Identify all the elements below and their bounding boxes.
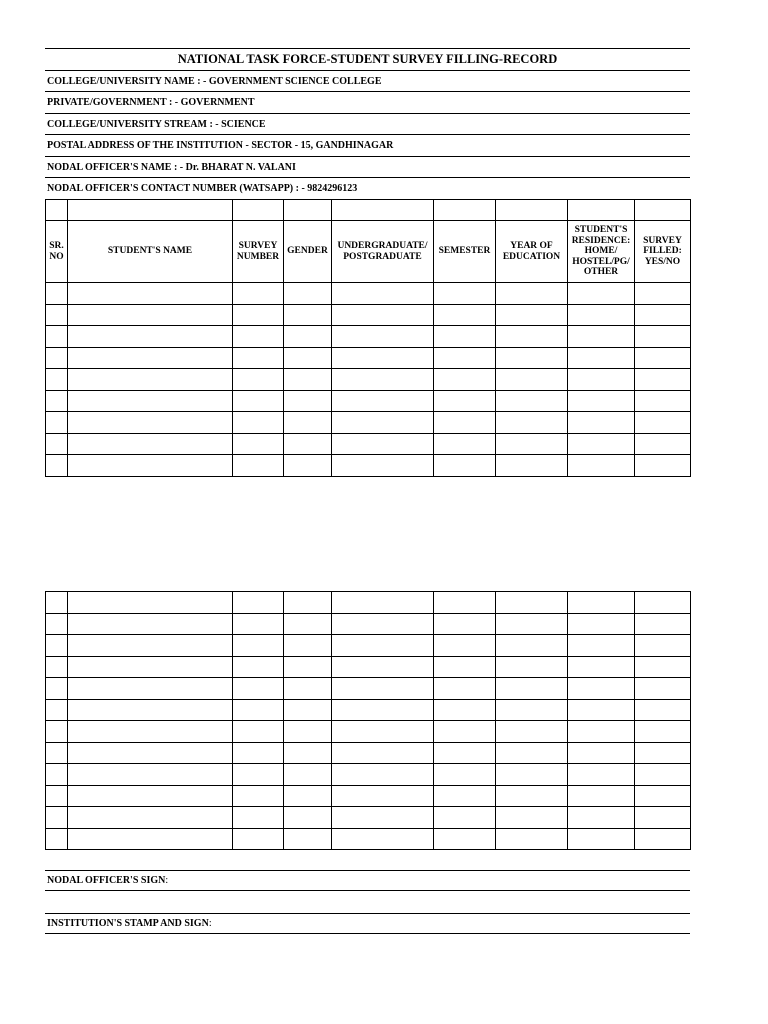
table-cell[interactable] xyxy=(46,326,68,348)
table-cell[interactable] xyxy=(68,678,233,700)
stream-row: COLLEGE/UNIVERSITY STREAM : - SCIENCE xyxy=(45,114,690,135)
table-cell[interactable] xyxy=(568,304,635,326)
table-cell[interactable] xyxy=(635,699,691,721)
institution-stamp-row: INSTITUTION'S STAMP AND SIGN : xyxy=(45,913,690,934)
table-cell[interactable] xyxy=(68,592,233,614)
table-cell[interactable] xyxy=(568,347,635,369)
table-cell[interactable] xyxy=(284,656,332,678)
table-cell[interactable] xyxy=(284,678,332,700)
table-cell[interactable] xyxy=(434,742,496,764)
table-cell[interactable] xyxy=(68,200,233,221)
table-cell[interactable] xyxy=(233,678,284,700)
table-cell[interactable] xyxy=(233,742,284,764)
table-cell[interactable] xyxy=(46,613,68,635)
table-cell[interactable] xyxy=(233,200,284,221)
table-cell[interactable] xyxy=(233,699,284,721)
table-cell[interactable] xyxy=(284,369,332,391)
table-cell[interactable] xyxy=(496,455,568,477)
table-cell[interactable] xyxy=(332,742,434,764)
table-cell[interactable] xyxy=(568,699,635,721)
table-cell[interactable] xyxy=(635,455,691,477)
table-row xyxy=(46,347,691,369)
table-cell[interactable] xyxy=(568,326,635,348)
table-cell[interactable] xyxy=(46,656,68,678)
table-cell[interactable] xyxy=(233,764,284,786)
table-cell[interactable] xyxy=(635,592,691,614)
table-cell[interactable] xyxy=(284,635,332,657)
table-cell[interactable] xyxy=(68,764,233,786)
table-cell[interactable] xyxy=(635,369,691,391)
table-cell[interactable] xyxy=(568,635,635,657)
table-cell[interactable] xyxy=(233,369,284,391)
table-cell[interactable] xyxy=(68,412,233,434)
table-cell[interactable] xyxy=(434,326,496,348)
table-cell[interactable] xyxy=(332,678,434,700)
table-cell[interactable] xyxy=(284,326,332,348)
table-cell[interactable] xyxy=(635,828,691,850)
table-cell[interactable] xyxy=(284,828,332,850)
table-cell[interactable] xyxy=(635,785,691,807)
column-header: SEMESTER xyxy=(434,221,496,283)
table-cell[interactable] xyxy=(46,807,68,829)
table-cell[interactable] xyxy=(68,699,233,721)
table-cell[interactable] xyxy=(635,412,691,434)
table-row xyxy=(46,764,691,786)
nodal-officer-row: NODAL OFFICER'S NAME : - Dr. BHARAT N. VALANI xyxy=(45,157,690,178)
table-cell[interactable] xyxy=(233,807,284,829)
table-cell[interactable] xyxy=(46,347,68,369)
table-cell[interactable] xyxy=(635,742,691,764)
form-title: NATIONAL TASK FORCE-STUDENT SURVEY FILLING-RECORD xyxy=(45,48,690,71)
table-cell[interactable] xyxy=(434,592,496,614)
table-cell[interactable] xyxy=(46,412,68,434)
table-cell[interactable] xyxy=(332,721,434,743)
table-cell[interactable] xyxy=(233,433,284,455)
column-header: SURVEY FILLED: YES/NO xyxy=(635,221,691,283)
table-cell[interactable] xyxy=(332,390,434,412)
table-cell[interactable] xyxy=(284,412,332,434)
table-cell[interactable] xyxy=(332,433,434,455)
table-cell[interactable] xyxy=(568,455,635,477)
table-cell[interactable] xyxy=(68,613,233,635)
table-cell[interactable] xyxy=(332,455,434,477)
table-cell[interactable] xyxy=(46,828,68,850)
table-cell[interactable] xyxy=(635,390,691,412)
table-cell[interactable] xyxy=(68,347,233,369)
table-cell[interactable] xyxy=(332,635,434,657)
table-cell[interactable] xyxy=(635,283,691,305)
table-cell[interactable] xyxy=(434,721,496,743)
table-cell[interactable] xyxy=(332,304,434,326)
table-row xyxy=(46,785,691,807)
table-cell[interactable] xyxy=(233,635,284,657)
table-row xyxy=(46,656,691,678)
nodal-officer-sign-row: NODAL OFFICER'S SIGN : xyxy=(45,870,690,891)
table-cell[interactable] xyxy=(496,326,568,348)
table-cell[interactable] xyxy=(332,412,434,434)
table-cell[interactable] xyxy=(635,326,691,348)
table-cell[interactable] xyxy=(434,304,496,326)
table-cell[interactable] xyxy=(46,283,68,305)
table-cell[interactable] xyxy=(568,433,635,455)
table-row xyxy=(46,200,691,221)
table-cell[interactable] xyxy=(233,613,284,635)
table-cell[interactable] xyxy=(46,200,68,221)
table-row xyxy=(46,390,691,412)
table-cell[interactable] xyxy=(434,369,496,391)
table-cell[interactable] xyxy=(635,613,691,635)
table-cell[interactable] xyxy=(46,390,68,412)
table-cell[interactable] xyxy=(46,304,68,326)
table-cell[interactable] xyxy=(284,699,332,721)
table-cell[interactable] xyxy=(568,721,635,743)
table-cell[interactable] xyxy=(635,764,691,786)
column-header: YEAR OF EDUCATION xyxy=(496,221,568,283)
table-cell[interactable] xyxy=(635,433,691,455)
table-row xyxy=(46,721,691,743)
table-cell[interactable] xyxy=(233,347,284,369)
table-cell[interactable] xyxy=(434,613,496,635)
table-cell[interactable] xyxy=(496,412,568,434)
table-cell[interactable] xyxy=(233,721,284,743)
table-cell[interactable] xyxy=(68,455,233,477)
table-row xyxy=(46,678,691,700)
table-cell[interactable] xyxy=(233,283,284,305)
table-cell[interactable] xyxy=(284,721,332,743)
table-cell[interactable] xyxy=(568,807,635,829)
table-cell[interactable] xyxy=(68,721,233,743)
table-cell[interactable] xyxy=(496,592,568,614)
table-cell[interactable] xyxy=(284,742,332,764)
table-cell[interactable] xyxy=(332,326,434,348)
table-cell[interactable] xyxy=(434,390,496,412)
table-cell[interactable] xyxy=(496,433,568,455)
table-cell[interactable] xyxy=(332,347,434,369)
table-cell[interactable] xyxy=(332,807,434,829)
table-cell[interactable] xyxy=(332,699,434,721)
table-cell[interactable] xyxy=(496,742,568,764)
table-cell[interactable] xyxy=(233,455,284,477)
table-cell[interactable] xyxy=(68,742,233,764)
table-cell[interactable] xyxy=(233,592,284,614)
survey-table-continued xyxy=(45,591,691,850)
table-cell[interactable] xyxy=(46,764,68,786)
table-cell[interactable] xyxy=(635,304,691,326)
table-cell[interactable] xyxy=(496,785,568,807)
table-cell[interactable] xyxy=(635,200,691,221)
nodal-sign-label: NODAL OFFICER'S SIGN xyxy=(47,875,166,886)
table-row xyxy=(46,326,691,348)
table-cell[interactable] xyxy=(68,369,233,391)
table-row xyxy=(46,592,691,614)
table-cell[interactable] xyxy=(434,455,496,477)
table-cell[interactable] xyxy=(233,828,284,850)
table-cell[interactable] xyxy=(568,678,635,700)
table-cell[interactable] xyxy=(284,304,332,326)
table-cell[interactable] xyxy=(68,326,233,348)
table-cell[interactable] xyxy=(284,807,332,829)
table-cell[interactable] xyxy=(284,455,332,477)
table-cell[interactable] xyxy=(46,721,68,743)
table-cell[interactable] xyxy=(434,433,496,455)
table-cell[interactable] xyxy=(635,656,691,678)
table-cell[interactable] xyxy=(496,283,568,305)
column-header: GENDER xyxy=(284,221,332,283)
table-cell[interactable] xyxy=(496,764,568,786)
table-cell[interactable] xyxy=(496,699,568,721)
table-cell[interactable] xyxy=(635,347,691,369)
table-cell[interactable] xyxy=(434,699,496,721)
table-cell[interactable] xyxy=(434,283,496,305)
table-cell[interactable] xyxy=(46,742,68,764)
table-row xyxy=(46,369,691,391)
table-cell[interactable] xyxy=(496,721,568,743)
table-cell[interactable] xyxy=(568,200,635,221)
table-cell[interactable] xyxy=(332,764,434,786)
table-cell[interactable] xyxy=(496,678,568,700)
table-cell[interactable] xyxy=(46,433,68,455)
address-row: POSTAL ADDRESS OF THE INSTITUTION - SECTOR - 15, GANDHINAGAR xyxy=(45,135,690,157)
table-cell[interactable] xyxy=(68,433,233,455)
column-header: SR. NO xyxy=(46,221,68,283)
table-cell[interactable] xyxy=(434,656,496,678)
table-cell[interactable] xyxy=(68,283,233,305)
table-cell[interactable] xyxy=(46,635,68,657)
table-cell[interactable] xyxy=(434,764,496,786)
table-cell[interactable] xyxy=(568,785,635,807)
column-header: UNDERGRADUATE/ POSTGRADUATE xyxy=(332,221,434,283)
stamp-label: INSTITUTION'S STAMP AND SIGN xyxy=(47,918,209,929)
table-cell[interactable] xyxy=(46,699,68,721)
table-cell[interactable] xyxy=(284,785,332,807)
table-cell[interactable] xyxy=(332,200,434,221)
table-row xyxy=(46,455,691,477)
table-cell[interactable] xyxy=(46,369,68,391)
table-cell[interactable] xyxy=(68,635,233,657)
table-row xyxy=(46,635,691,657)
table-cell[interactable] xyxy=(434,807,496,829)
table-cell[interactable] xyxy=(434,785,496,807)
table-row xyxy=(46,742,691,764)
table-cell[interactable] xyxy=(332,369,434,391)
table-cell[interactable] xyxy=(568,764,635,786)
table-header-row xyxy=(46,221,691,283)
table-cell[interactable] xyxy=(233,785,284,807)
table-cell[interactable] xyxy=(68,390,233,412)
table-row xyxy=(46,699,691,721)
table-cell[interactable] xyxy=(434,200,496,221)
table-cell[interactable] xyxy=(434,635,496,657)
table-cell[interactable] xyxy=(284,433,332,455)
table-cell[interactable] xyxy=(332,613,434,635)
table-cell[interactable] xyxy=(284,764,332,786)
college-name-row: COLLEGE/UNIVERSITY NAME : - GOVERNMENT SCIENCE COLLEGE xyxy=(45,71,690,92)
table-cell[interactable] xyxy=(568,656,635,678)
table-cell[interactable] xyxy=(568,369,635,391)
table-cell[interactable] xyxy=(568,390,635,412)
table-cell[interactable] xyxy=(496,656,568,678)
table-cell[interactable] xyxy=(496,369,568,391)
contact-row: NODAL OFFICER'S CONTACT NUMBER (WATSAPP) : - 9824296123 xyxy=(45,178,690,200)
table-cell[interactable] xyxy=(332,828,434,850)
institution-type-row: PRIVATE/GOVERNMENT : - GOVERNMENT xyxy=(45,92,690,114)
table-cell[interactable] xyxy=(233,304,284,326)
table-cell[interactable] xyxy=(68,656,233,678)
table-cell[interactable] xyxy=(496,613,568,635)
survey-table xyxy=(45,199,691,477)
table-row xyxy=(46,828,691,850)
table-row xyxy=(46,283,691,305)
table-cell[interactable] xyxy=(434,828,496,850)
table-cell[interactable] xyxy=(46,455,68,477)
table-cell[interactable] xyxy=(496,635,568,657)
column-header: SURVEY NUMBER xyxy=(233,221,284,283)
table-cell[interactable] xyxy=(284,592,332,614)
table-cell[interactable] xyxy=(568,283,635,305)
table-cell[interactable] xyxy=(635,807,691,829)
table-cell[interactable] xyxy=(284,613,332,635)
table-cell[interactable] xyxy=(496,390,568,412)
table-cell[interactable] xyxy=(46,678,68,700)
table-cell[interactable] xyxy=(46,592,68,614)
table-cell[interactable] xyxy=(496,828,568,850)
table-row xyxy=(46,613,691,635)
table-cell[interactable] xyxy=(568,613,635,635)
table-cell[interactable] xyxy=(568,828,635,850)
table-cell[interactable] xyxy=(568,412,635,434)
column-header: STUDENT'S RESIDENCE: HOME/ HOSTEL/PG/ OTHER xyxy=(568,221,635,283)
table-cell[interactable] xyxy=(434,412,496,434)
table-cell[interactable] xyxy=(332,283,434,305)
table-cell[interactable] xyxy=(284,390,332,412)
table-cell[interactable] xyxy=(496,200,568,221)
column-header: STUDENT'S NAME xyxy=(68,221,233,283)
table-cell[interactable] xyxy=(46,785,68,807)
table-cell[interactable] xyxy=(233,412,284,434)
table-cell[interactable] xyxy=(635,721,691,743)
table-cell[interactable] xyxy=(284,347,332,369)
table-cell[interactable] xyxy=(68,304,233,326)
table-row xyxy=(46,304,691,326)
table-row xyxy=(46,412,691,434)
table-cell[interactable] xyxy=(568,592,635,614)
table-cell[interactable] xyxy=(496,304,568,326)
table-cell[interactable] xyxy=(496,807,568,829)
table-row xyxy=(46,433,691,455)
table-cell[interactable] xyxy=(332,592,434,614)
table-cell[interactable] xyxy=(233,656,284,678)
table-cell[interactable] xyxy=(332,656,434,678)
table-cell[interactable] xyxy=(332,785,434,807)
table-cell[interactable] xyxy=(496,347,568,369)
table-cell[interactable] xyxy=(233,326,284,348)
table-cell[interactable] xyxy=(284,200,332,221)
table-cell[interactable] xyxy=(635,635,691,657)
table-cell[interactable] xyxy=(233,390,284,412)
table-row xyxy=(46,807,691,829)
table-cell[interactable] xyxy=(434,347,496,369)
table-cell[interactable] xyxy=(568,742,635,764)
table-cell[interactable] xyxy=(68,828,233,850)
table-cell[interactable] xyxy=(635,678,691,700)
table-cell[interactable] xyxy=(284,283,332,305)
table-cell[interactable] xyxy=(68,785,233,807)
table-cell[interactable] xyxy=(68,807,233,829)
table-cell[interactable] xyxy=(434,678,496,700)
